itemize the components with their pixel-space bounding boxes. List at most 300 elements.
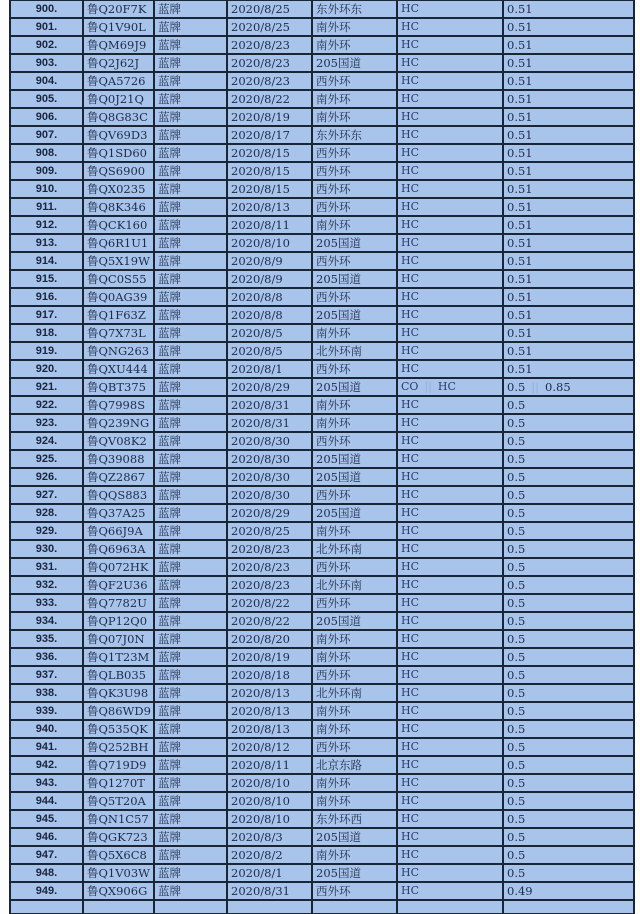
exceed-value: 0.51 (507, 182, 533, 196)
plate-number: 鲁Q2J62J (87, 56, 140, 70)
exceed-value-cell (503, 306, 634, 324)
location-cell (312, 54, 397, 72)
row-number-cell (10, 468, 83, 486)
pollutant-cell (397, 504, 503, 522)
table-row (10, 414, 634, 432)
location-cell (312, 486, 397, 504)
record-date: 2020/8/3 (231, 830, 283, 844)
table-row (10, 162, 634, 180)
plate-number: 鲁Q1SD60 (87, 146, 147, 160)
record-date-cell (227, 576, 312, 594)
record-date: 2020/8/15 (231, 146, 290, 160)
row-number-cell (10, 108, 83, 126)
table-row (10, 90, 634, 108)
exceed-value-cell (503, 468, 634, 486)
record-date-cell (227, 108, 312, 126)
exceed-value: 0.49 (507, 884, 533, 898)
record-date: 2020/8/18 (231, 668, 290, 682)
row-number-cell (10, 702, 83, 720)
plate-number: 鲁Q7782U (87, 596, 147, 610)
location-cell (312, 90, 397, 108)
location: 西外环 (316, 254, 351, 268)
record-date: 2020/8/11 (231, 758, 290, 772)
plate-number: 鲁Q8K346 (87, 200, 146, 214)
table-row (10, 828, 634, 846)
location-cell (312, 378, 397, 396)
table-row (10, 144, 634, 162)
row-number-cell (10, 90, 83, 108)
plate-color-cell (154, 18, 227, 36)
row-number-cell (10, 882, 83, 900)
exceed-value: 0.5 (507, 524, 526, 538)
exceed-value: 0.51 (507, 146, 533, 160)
location: 205国道 (316, 866, 361, 880)
location-cell (312, 648, 397, 666)
location-cell (312, 828, 397, 846)
exceed-value: 0.5 (507, 722, 526, 736)
row-number-cell (10, 504, 83, 522)
exceed-value-cell (503, 702, 634, 720)
exceed-value: 0.5 (507, 794, 526, 808)
record-date: 2020/8/23 (231, 542, 290, 556)
exceed-value-cell (503, 540, 634, 558)
record-date-cell (227, 306, 312, 324)
exceed-value-cell (503, 396, 634, 414)
plate-number-cell (83, 432, 154, 450)
row-number: 946. (35, 831, 58, 843)
row-number-cell (10, 594, 83, 612)
row-number-cell (10, 432, 83, 450)
exceed-value-cell (503, 414, 634, 432)
plate-color-cell (154, 792, 227, 810)
plate-number-cell (83, 882, 154, 900)
row-number: 937. (35, 669, 58, 681)
row-number-cell (10, 630, 83, 648)
pollutant-cell (397, 792, 503, 810)
exceed-value: 0.5 (507, 632, 526, 646)
record-date-cell (227, 594, 312, 612)
record-date-cell (227, 252, 312, 270)
record-date-cell (227, 864, 312, 882)
row-number: 916. (35, 291, 58, 303)
exceed-value-cell (503, 126, 634, 144)
plate-color: 蓝牌 (158, 362, 181, 376)
record-date: 2020/8/12 (231, 740, 290, 754)
pollutant-cell (397, 828, 503, 846)
exceed-value: 0.51 (507, 164, 533, 178)
location: 北外环南 (316, 542, 362, 556)
exceed-value-cell (503, 522, 634, 540)
row-number: 930. (35, 543, 58, 555)
plate-number-cell (83, 324, 154, 342)
plate-color: 蓝牌 (158, 722, 181, 736)
pollutant-cell (397, 144, 503, 162)
pollutant-cell (397, 450, 503, 468)
exceed-value: 0.5 (507, 398, 526, 412)
pollutant: HC (401, 362, 420, 375)
table-body (10, 0, 634, 914)
pollutant-cell (397, 774, 503, 792)
plate-number-cell (83, 666, 154, 684)
location: 205国道 (316, 470, 361, 484)
record-date-cell (227, 144, 312, 162)
location-cell (312, 252, 397, 270)
table-row (10, 342, 634, 360)
location-cell (312, 522, 397, 540)
plate-color-cell (154, 108, 227, 126)
plate-color: 蓝牌 (158, 866, 181, 880)
record-date: 2020/8/20 (231, 632, 290, 646)
exceed-value-cell (503, 72, 634, 90)
plate-color: 蓝牌 (158, 524, 181, 538)
plate-number-cell (83, 36, 154, 54)
row-number-cell (10, 396, 83, 414)
exceed-value-cell (503, 342, 634, 360)
row-number-cell (10, 576, 83, 594)
exceed-value: 0.5 (507, 380, 526, 394)
location: 南外环 (316, 848, 351, 862)
pollutant: HC (401, 596, 420, 609)
plate-number: 鲁Q1V03W (87, 866, 151, 880)
row-number: 919. (35, 345, 58, 357)
plate-number: 鲁Q8G83C (87, 110, 148, 124)
location: 南外环 (316, 110, 351, 124)
location: 南外环 (316, 650, 351, 664)
record-date: 2020/8/17 (231, 128, 290, 142)
location-cell (312, 792, 397, 810)
plate-number-cell (83, 360, 154, 378)
pollutant: HC (401, 272, 420, 285)
record-date-cell (227, 360, 312, 378)
plate-number: 鲁QX0235 (87, 182, 146, 196)
plate-color: 蓝牌 (158, 128, 181, 142)
location-cell (312, 18, 397, 36)
pollutant: HC (401, 254, 420, 267)
record-date-cell (227, 90, 312, 108)
row-number-cell (10, 72, 83, 90)
location: 南外环 (316, 524, 351, 538)
row-number: 923. (35, 417, 58, 429)
table-row (10, 306, 634, 324)
plate-number: 鲁Q239NG (87, 416, 150, 430)
row-number-cell (10, 666, 83, 684)
plate-number-cell (83, 180, 154, 198)
record-date-cell (227, 504, 312, 522)
record-date-cell (227, 378, 312, 396)
plate-number-cell (83, 504, 154, 522)
table-row (10, 234, 634, 252)
plate-number: 鲁QNG263 (87, 344, 150, 358)
exceed-value: 0.51 (507, 38, 533, 52)
location: 西外环 (316, 74, 351, 88)
plate-color: 蓝牌 (158, 38, 181, 52)
table-row (10, 810, 634, 828)
plate-color-cell (154, 882, 227, 900)
record-date-cell (227, 162, 312, 180)
record-date: 2020/8/11 (231, 218, 290, 232)
plate-color-cell (154, 504, 227, 522)
pollutant-cell (397, 180, 503, 198)
row-number-cell (10, 216, 83, 234)
plate-color-cell (154, 252, 227, 270)
plate-color-cell (154, 216, 227, 234)
table-row (10, 864, 634, 882)
record-date: 2020/8/22 (231, 92, 290, 106)
plate-number-cell (83, 54, 154, 72)
row-number: 942. (35, 759, 58, 771)
pollutant-cell (397, 288, 503, 306)
location-cell (312, 864, 397, 882)
plate-number-cell (83, 684, 154, 702)
plate-color: 蓝牌 (158, 704, 181, 718)
empty-cell (312, 900, 397, 914)
record-date-cell (227, 720, 312, 738)
plate-color-cell (154, 234, 227, 252)
record-date-cell (227, 126, 312, 144)
plate-color-cell (154, 738, 227, 756)
record-date-cell (227, 72, 312, 90)
plate-number: 鲁QXU444 (87, 362, 148, 376)
plate-color-cell (154, 846, 227, 864)
plate-number-cell (83, 702, 154, 720)
pollutant: HC (401, 416, 420, 429)
record-date: 2020/8/13 (231, 686, 290, 700)
exceed-value: 0.51 (507, 20, 533, 34)
location-cell (312, 666, 397, 684)
plate-number: 鲁Q5X6C8 (87, 848, 147, 862)
row-number-cell (10, 360, 83, 378)
plate-color: 蓝牌 (158, 650, 181, 664)
plate-number-cell (83, 252, 154, 270)
empty-cell (154, 900, 227, 914)
plate-color: 蓝牌 (158, 218, 181, 232)
plate-number: 鲁QK3U98 (87, 686, 149, 700)
row-number: 910. (35, 183, 58, 195)
plate-number-cell (83, 630, 154, 648)
location: 南外环 (316, 326, 351, 340)
plate-color: 蓝牌 (158, 200, 181, 214)
row-number-cell (10, 720, 83, 738)
exceed-value: 0.51 (507, 254, 533, 268)
table-row (10, 126, 634, 144)
plate-color-cell (154, 450, 227, 468)
pollutant-cell (397, 108, 503, 126)
plate-number: 鲁Q66J9A (87, 524, 143, 538)
exceed-value-cell (503, 162, 634, 180)
plate-color-cell (154, 378, 227, 396)
location: 西外环 (316, 200, 351, 214)
record-date-cell (227, 54, 312, 72)
plate-number: 鲁Q0J21Q (87, 92, 144, 106)
pollutant-cell (397, 630, 503, 648)
table-row (10, 648, 634, 666)
location-cell (312, 702, 397, 720)
exceed-value: 0.5 (507, 416, 526, 430)
pollutant-cell (397, 432, 503, 450)
plate-color: 蓝牌 (158, 470, 181, 484)
pollutant-cell (397, 486, 503, 504)
table-row (10, 612, 634, 630)
row-number: 944. (35, 795, 58, 807)
row-number-cell (10, 414, 83, 432)
pollutant-cell (397, 576, 503, 594)
exceed-value: 0.5 (507, 758, 526, 772)
record-date: 2020/8/2 (231, 848, 283, 862)
location: 205国道 (316, 830, 361, 844)
record-date-cell (227, 756, 312, 774)
exceed-value-cell (503, 648, 634, 666)
location: 南外环 (316, 704, 351, 718)
pollutant: HC (401, 434, 420, 447)
record-date: 2020/8/31 (231, 416, 290, 430)
row-number: 922. (35, 399, 58, 411)
pollutant-cell (397, 864, 503, 882)
pollutant: HC (401, 884, 420, 897)
pollutant: HC (401, 164, 420, 177)
plate-number: 鲁QP12Q0 (87, 614, 148, 628)
table-row (10, 288, 634, 306)
record-date: 2020/8/23 (231, 56, 290, 70)
plate-color-cell (154, 126, 227, 144)
plate-number: 鲁Q1T23M (87, 650, 150, 664)
table-row (10, 846, 634, 864)
pollutant-secondary: HC (437, 380, 456, 393)
location-cell (312, 342, 397, 360)
record-date-cell (227, 234, 312, 252)
exceed-value: 0.5 (507, 704, 526, 718)
pollutant-cell (397, 54, 503, 72)
table-row (10, 540, 634, 558)
row-number: 902. (35, 39, 58, 51)
location: 南外环 (316, 632, 351, 646)
row-number: 924. (35, 435, 58, 447)
exceed-value: 0.5 (507, 542, 526, 556)
exceed-value: 0.5 (507, 812, 526, 826)
pollutant-cell (397, 126, 503, 144)
record-date: 2020/8/25 (231, 20, 290, 34)
exceed-value-cell (503, 234, 634, 252)
plate-color: 蓝牌 (158, 344, 181, 358)
plate-color: 蓝牌 (158, 308, 181, 322)
table-row (10, 558, 634, 576)
table-row (10, 270, 634, 288)
location-cell (312, 612, 397, 630)
record-date-cell (227, 450, 312, 468)
plate-number: 鲁Q6963A (87, 542, 146, 556)
pollutant: HC (401, 632, 420, 645)
table-row (10, 738, 634, 756)
row-number: 904. (35, 75, 58, 87)
exceed-value: 0.51 (507, 308, 533, 322)
row-number-cell (10, 486, 83, 504)
record-date-cell (227, 288, 312, 306)
record-date: 2020/8/15 (231, 182, 290, 196)
pollutant: HC (401, 182, 420, 195)
location-cell (312, 684, 397, 702)
record-date-cell (227, 522, 312, 540)
row-number: 945. (35, 813, 58, 825)
exceed-value-cell (503, 198, 634, 216)
table-row (10, 522, 634, 540)
exceed-value-cell (503, 756, 634, 774)
plate-color-cell (154, 90, 227, 108)
plate-number: 鲁QBT375 (87, 380, 146, 394)
row-number: 906. (35, 111, 58, 123)
row-number-cell (10, 36, 83, 54)
table-row (10, 216, 634, 234)
location: 西外环 (316, 596, 351, 610)
record-date-cell (227, 342, 312, 360)
plate-number-cell (83, 720, 154, 738)
plate-number-cell (83, 342, 154, 360)
record-date: 2020/8/13 (231, 722, 290, 736)
pollutant: HC (401, 2, 420, 15)
row-number: 943. (35, 777, 58, 789)
pollutant: HC (401, 308, 420, 321)
pollutant-cell (397, 324, 503, 342)
pollutant-cell (397, 36, 503, 54)
row-number-cell (10, 324, 83, 342)
exceed-value-cell (503, 828, 634, 846)
table-row (10, 324, 634, 342)
record-date: 2020/8/9 (231, 254, 283, 268)
exceed-value-cell (503, 738, 634, 756)
exceed-value-cell (503, 450, 634, 468)
exceed-value: 0.51 (507, 326, 533, 340)
location: 西外环 (316, 164, 351, 178)
exceed-value: 0.5 (507, 866, 526, 880)
pollutant: HC (401, 758, 420, 771)
row-number-cell (10, 738, 83, 756)
table-row (10, 504, 634, 522)
table-row (10, 720, 634, 738)
plate-color-cell (154, 0, 227, 18)
row-number: 933. (35, 597, 58, 609)
row-number: 947. (35, 849, 58, 861)
location: 东外环西 (316, 812, 362, 826)
table-row (10, 54, 634, 72)
plate-color-cell (154, 198, 227, 216)
pollutant-cell (397, 468, 503, 486)
table-row (10, 684, 634, 702)
plate-number-cell (83, 612, 154, 630)
pollutant-cell (397, 414, 503, 432)
row-number: 935. (35, 633, 58, 645)
plate-color: 蓝牌 (158, 668, 181, 682)
location: 205国道 (316, 614, 361, 628)
plate-number: 鲁Q1V90L (87, 20, 146, 34)
record-date: 2020/8/29 (231, 506, 290, 520)
pollutant-cell (397, 396, 503, 414)
exceed-value: 0.5 (507, 578, 526, 592)
plate-number-cell (83, 198, 154, 216)
empty-cell (10, 900, 83, 914)
location-cell (312, 198, 397, 216)
plate-number-cell (83, 162, 154, 180)
pollutant: HC (401, 92, 420, 105)
row-number: 928. (35, 507, 58, 519)
plate-color: 蓝牌 (158, 848, 181, 862)
record-date: 2020/8/19 (231, 650, 290, 664)
record-date-cell (227, 702, 312, 720)
record-date: 2020/8/23 (231, 578, 290, 592)
plate-color-cell (154, 306, 227, 324)
record-date-cell (227, 792, 312, 810)
exceed-value-cell (503, 144, 634, 162)
pollutant: HC (401, 110, 420, 123)
exceed-value: 0.51 (507, 92, 533, 106)
row-number-cell (10, 234, 83, 252)
